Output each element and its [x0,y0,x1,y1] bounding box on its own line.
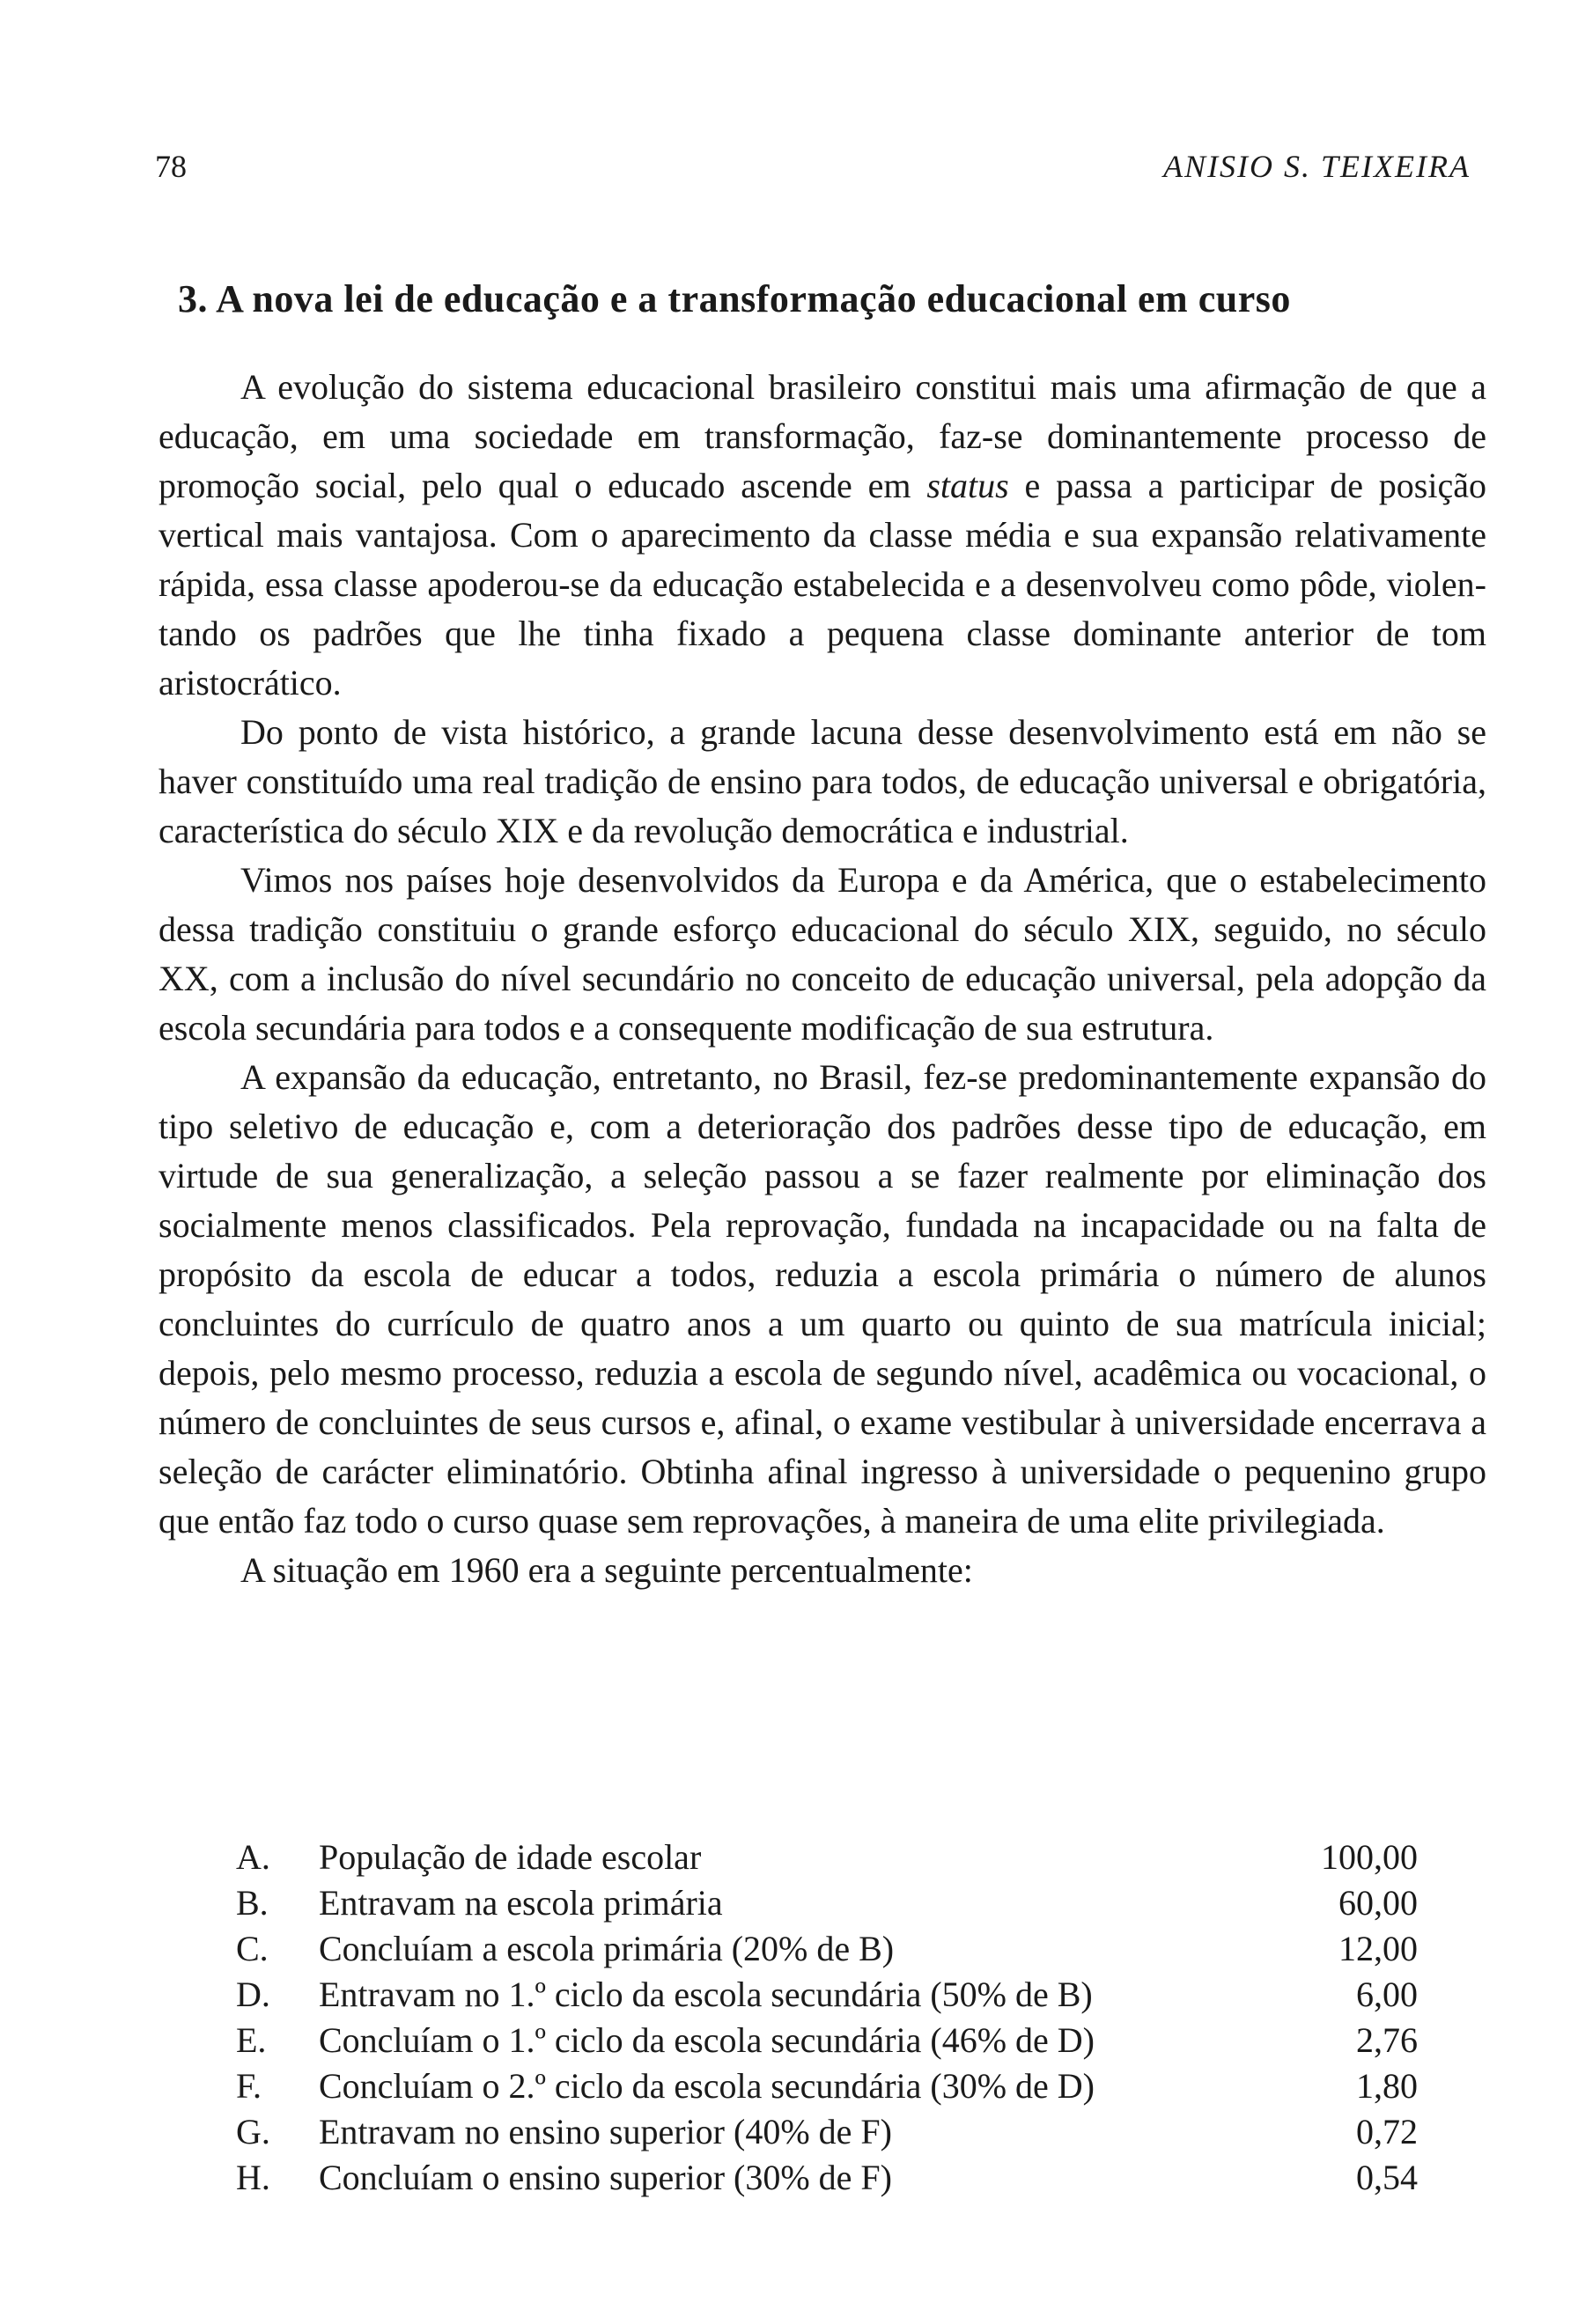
body-text [159,363,1486,1595]
table-row [236,2155,1418,2201]
row-letter: E. [236,2020,267,2060]
row-value: 2,76 [1356,2020,1418,2060]
paragraph-text: A evolução do sistema educacional brasileiro constitui mais uma afirmação de que a educação, em uma sociedade em transformação, faz-se dominantemente processo de promoção social, pelo qual o educado ascende em [159,367,1486,505]
row-description: Entravam no ensino superior (40% de F) [319,2112,892,2151]
row-letter: H. [236,2158,270,2197]
row-value: 100,00 [1321,1837,1418,1877]
section-heading: 3. A nova lei de educação e a transformação educacional em curso [178,277,1291,320]
row-description: Concluíam o ensino superior (30% de F) [319,2158,892,2197]
table-row [236,1972,1418,2018]
table-row [236,2018,1418,2063]
row-description: População de idade escolar [319,1837,702,1877]
row-letter: C. [236,1929,269,1968]
row-letter: B. [236,1883,269,1923]
row-value: 12,00 [1338,1929,1418,1968]
percentage-table [236,1835,1418,2201]
row-letter: A. [236,1837,270,1877]
row-description: Concluíam o 2.º ciclo da escola secundária (30% de D) [319,2066,1095,2106]
row-letter: F. [236,2066,262,2106]
row-value: 60,00 [1338,1883,1418,1923]
row-letter: G. [236,2112,270,2151]
running-head-author: ANISIO S. TEIXEIRA [1163,149,1471,184]
row-value: 0,72 [1356,2112,1418,2151]
paragraph-text: e passa a participar de posição vertical mais vantajosa. Com o aparecimento da classe média e sua expansão relativamente rápida, essa classe apoderou-se da educação estabelecida e a desenvolveu como pôde, violentando os padrões que lhe tinha fixado a pequena classe dominante anterior de tom aristocrático. [159,466,1486,702]
table-row [236,1880,1418,1926]
row-description: Entravam na escola primária [319,1883,723,1923]
table-row [236,1926,1418,1972]
row-description: Concluíam a escola primária (20% de B) [319,1929,895,1968]
running-head [155,148,1471,192]
row-description: Concluíam o 1.º ciclo da escola secundária (46% de D) [319,2020,1095,2060]
paragraph: Do ponto de vista histórico, a grande lacuna desse desenvolvimento está em não se haver constituído uma real tradição de ensino para todos, de educação universal e obrigatória, característica do século XIX e da revolução democrática e industrial. [159,712,1486,850]
page-number: 78 [155,149,187,184]
table-row [236,1835,1418,1880]
row-value: 0,54 [1356,2158,1418,2197]
emphasized-term: status [926,466,1009,505]
table-row [236,2109,1418,2155]
paragraph [159,363,1486,708]
paragraph: Vimos nos países hoje desenvolvidos da Europa e da América, que o estabelecimento dessa tradição constituiu o grande esforço educacional do século XIX, seguido, no século XX, com a inclusão do nível secundário no conceito de educação universal, pela adopção da escola secundária para todos e a consequente modificação de sua estrutura. [159,860,1486,1048]
row-value: 6,00 [1356,1975,1418,2014]
paragraph: A situação em 1960 era a seguinte percentualmente: [240,1550,973,1590]
row-description: Entravam no 1.º ciclo da escola secundária (50% de B) [319,1975,1093,2014]
row-value: 1,80 [1356,2066,1418,2106]
row-letter: D. [236,1975,270,2014]
table-row [236,2063,1418,2109]
paragraph: A expansão da educação, entretanto, no Brasil, fez-se predominantemente expansão do tipo seletivo de educação e, com a deterioração dos padrões desse tipo de educação, em virtude de sua generalização, a seleção passou a se fazer realmente por eliminação dos socialmente menos classificados. Pela reprovação, fundada na incapacidade ou na falta de propósito da escola de educar a todos, reduzia a escola primária o número de alunos concluintes do currículo de quatro anos a um quarto ou quinto de sua matrícula inicial; depois, pelo mesmo processo, reduzia a escola de segundo nível, acadêmica ou vocacional, o número de concluintes de seus cursos e, afinal, o exame vestibular à universidade encerrava a seleção de carácter eliminatório. Obtinha afinal ingresso à universidade o pequenino grupo que então faz todo o curso quase sem reprovações, à maneira de uma elite privilegiada. [159,1057,1486,1541]
